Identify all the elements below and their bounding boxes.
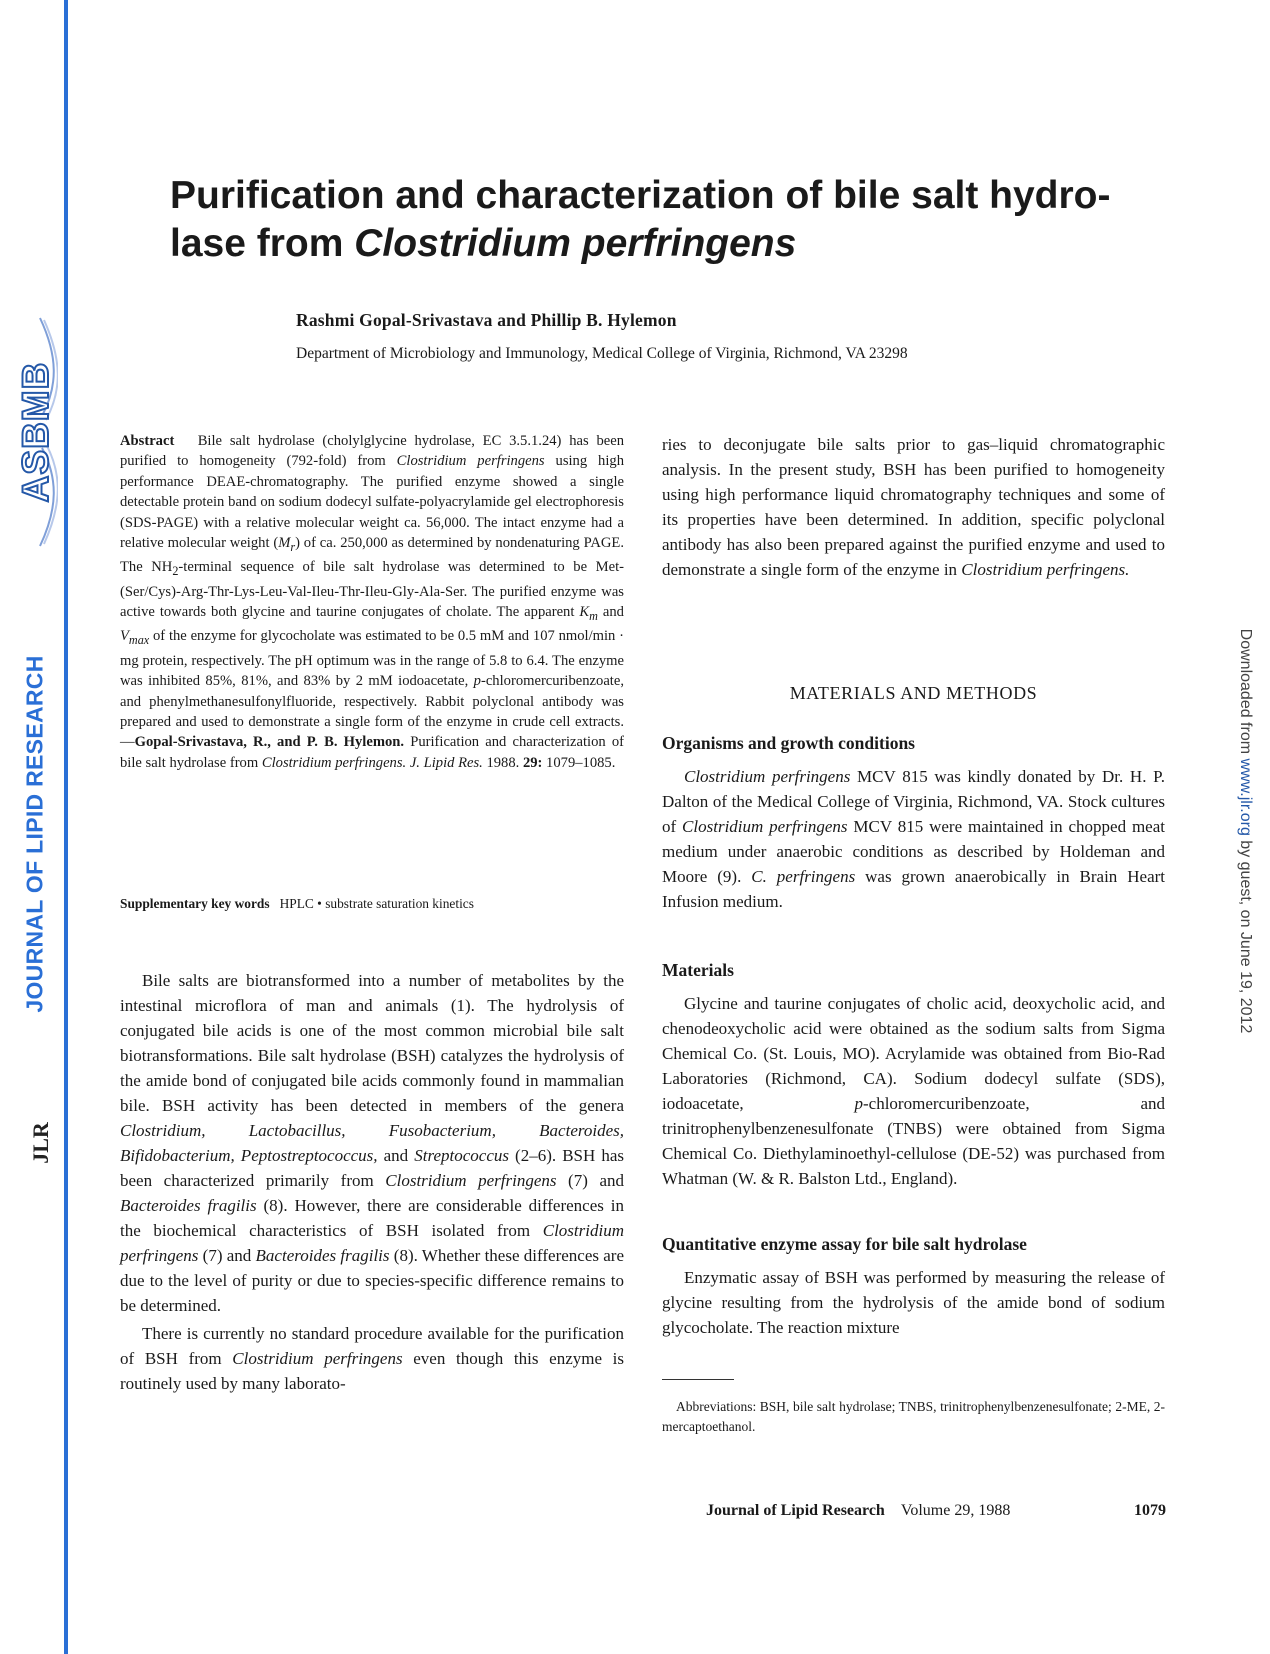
organisms-paragraph: Clostridium perfringens MCV 815 was kindly donated by Dr. H. P. Dalton of the Medical College of Virginia, Richmond, VA. Stock cultures of Clostridium perfringens MCV 815 were maintained in chopped meat medium under anaerobic conditions as described by Holdeman and Moore (9). C. perfringens was grown anaerobically in Brain Heart Infusion medium. [662, 767, 1165, 911]
subsection-heading: Materials [662, 960, 734, 980]
affiliation: Department of Microbiology and Immunology, Medical College of Virginia, Richmond, VA 23298 [296, 345, 908, 362]
footnote-rule [662, 1379, 734, 1380]
page-footer [706, 1502, 1166, 1520]
authors: Rashmi Gopal-Srivastava and Phillip B. Hylemon [296, 310, 677, 330]
asbmb-wordmark: ASBMB [15, 361, 56, 503]
jlr-logo: JLR [27, 1122, 53, 1164]
intro-paragraph: There is currently no standard procedure available for the purification of BSH from Clostridium perfringens even though this enzyme is routinely used by many laborato- [120, 1324, 625, 1393]
abstract-label: Abstract [120, 433, 175, 449]
section-heading: MATERIALS AND METHODS [789, 683, 1038, 703]
paper-title: Purification and characterization of bile salt hydro- lase from Clostridium perfringens [170, 174, 1111, 265]
abbreviations-footnote: Abbreviations: BSH, bile salt hydrolase; TNBS, trinitrophenylbenzenesulfonate; 2-ME, 2-mercaptoethanol. [662, 1399, 1165, 1434]
intro-paragraph: Bile salts are biotransformed into a number of metabolites by the intestinal microflora of man and animals (1). The hydrolysis of conjugated bile acids is one of the most common microbial bile salt biotransformations. Bile salt hydrolase (BSH) catalyzes the hydrolysis of the amide bond of conjugated bile acids commonly found in mammalian bile. BSH activity has been detected in members of the genera Clostridium, Lactobacillus, Fusobacterium, Bacteroides, Bifidobacterium, Peptostreptococcus, and Streptococcus (2–6). BSH has been characterized primarily from Clostridium perfringens (7) and Bacteroides fragilis (8). However, there are considerable differences in the biochemical characteristics of BSH isolated from Clostridium perfringens (7) and Bacteroides fragilis (8). Whether these differences are due to the level of purity or due to species-specific difference remains to be determined. [120, 971, 624, 1315]
introduction [120, 968, 624, 1396]
jlr-link[interactable]: www.jlr.org [1237, 758, 1254, 836]
key-words: Supplementary key words HPLC • substrate saturation kinetics [120, 896, 474, 911]
asbmb-logo [10, 316, 58, 548]
footer-volume: Volume 29, 1988 [900, 1502, 1011, 1519]
journal-vertical-title: JOURNAL OF LIPID RESEARCH [21, 655, 48, 1013]
intro-continuation: ries to deconjugate bile salts prior to gas–liquid chromatographic analysis. In the present study, BSH has been purified to homogeneity using high performance liquid chromatography techniques and some of its properties have been determined. In addition, specific polyclonal antibody has also been prepared against the purified enzyme and used to demonstrate a single form of the enzyme in Clostridium perfringens. [662, 435, 1165, 579]
materials-paragraph: Glycine and taurine conjugates of cholic acid, deoxycholic acid, and chenodeoxycholic acid were obtained as the sodium salts from Sigma Chemical Co. (St. Louis, MO). Acrylamide was obtained from Bio-Rad Laboratories (Richmond, CA). Sodium dodecyl sulfate (SDS), iodoacetate, p-chloromercuribenzoate, and trinitrophenylbenzenesulfonate (TNBS) were obtained from Sigma Chemical Co. Diethylaminoethyl-cellulose (DE-52) was purchased from Whatman (W. & R. Balston Ltd., England). [662, 994, 1165, 1188]
margin-rule [64, 0, 68, 1654]
subsection-heading: Organisms and growth conditions [662, 733, 915, 753]
abstract: Abstract Bile salt hydrolase (cholylglycine hydrolase, EC 3.5.1.24) has been purified to homogeneity (792-fold) from Clostridium perfringens using high performance DEAE-chromatography. The purified enzyme showed a single detectable protein band on sodium dodecyl sulfate-polyacrylamide gel electrophoresis (SDS-PAGE) with a relative molecular weight ca. 56,000. The intact enzyme had a relative molecular weight $(M_r)$ of ca. 250,000 as determined by nondenaturing PAGE. The $NH_2$-terminal sequence of bile salt hydrolase was determined to be Met-(Ser/Cys)-Arg-Thr-Lys-Leu-Val-Ileu-Thr-Ileu-Gly-Ala-Ser. The purified enzyme was active towards both glycine and taurine conjugates of cholate. The apparent $K_m$ and $V_{max}$ of the enzyme for glycocholate was estimated to be 0.5 mM and 107 nmol/min · mg protein, respectively. The pH optimum was in the range of 5.8 to 6.4. The enzyme was inhibited 85%, 81%, and 83% by 2 mM iodoacetate, p-chloromercuribenzoate, and phenylmethanesulfonylfluoride, respectively. Rabbit polyclonal antibody was prepared and used to demonstrate a single form of the enzyme in crude cell extracts.—Gopal-Srivastava, R., and P. B. Hylemon. Purification and characterization of bile salt hydrolase from Clostridium perfringens. J. Lipid Res. 1988. 29: 1079–1085. [120, 433, 624, 771]
subsection-heading: Quantitative enzyme assay for bile salt hydrolase [662, 1234, 1027, 1254]
assay-paragraph: Enzymatic assay of BSH was performed by measuring the release of glycine resulting from the hydrolysis of the amide bond of sodium glycocholate. The reaction mixture [662, 1268, 1165, 1337]
footer-journal: Journal of Lipid Research [706, 1502, 885, 1519]
page-number: 1079 [1134, 1502, 1166, 1519]
download-note: Downloaded from www.jlr.org by guest, on June 19, 2012 [1237, 628, 1254, 1034]
